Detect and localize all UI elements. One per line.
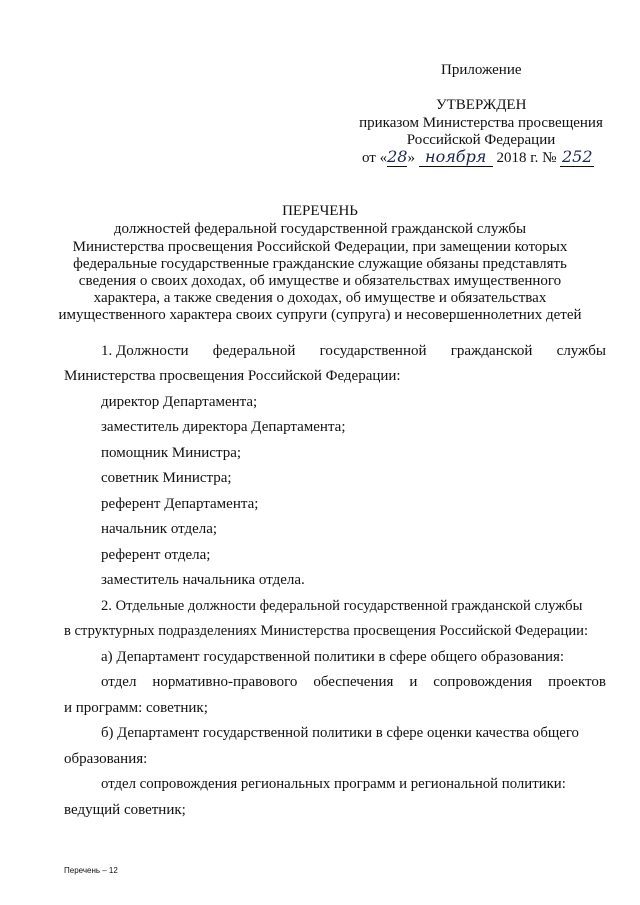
a-word: сопровождения [433, 674, 533, 690]
s1-word: 1. Должности [101, 343, 189, 359]
a-word: и [409, 674, 418, 690]
section2-a-dept-line-2: и программ: советник; [64, 700, 208, 716]
position-item: начальник отдела; [101, 521, 218, 537]
section2-a-dept-line-1 [101, 673, 606, 691]
section2-line-1: 2. Отдельные должности федеральной государственной гражданской службы [101, 598, 583, 614]
position-item: заместитель директора Департамента; [101, 419, 346, 435]
title-line-2: Министерства просвещения Российской Федерации, при замещении которых [72, 239, 568, 255]
appendix-label: Приложение [441, 62, 522, 78]
position-item: советник Министра; [101, 470, 232, 486]
s1-word: государственной [319, 343, 427, 359]
s1-word: федеральной [212, 343, 296, 359]
footer-label: Перечень – 12 [64, 866, 118, 875]
section1-line-1 [101, 342, 606, 360]
order-date-line [362, 148, 594, 167]
title-line-4: сведения о своих доходах, об имуществе и обязательствах имущественного [78, 273, 562, 289]
date-year: 2018 г. № [496, 150, 557, 166]
position-item: референт Департамента; [101, 496, 259, 512]
title-line-1: должностей федеральной государственной гражданской службы [113, 221, 527, 237]
section2-item-a: а) Департамент государственной политики в сфере общего образования: [101, 649, 565, 665]
date-quote-close: » [407, 150, 415, 166]
a-word: отдел [101, 674, 137, 690]
section2-b-dept-line-2: ведущий советник; [64, 802, 186, 818]
section2-b-dept-line-1: отдел сопровождения региональных программ и региональной политики: [101, 776, 566, 792]
date-day-handwritten: 28 [387, 147, 408, 166]
position-item: директор Департамента; [101, 394, 258, 410]
s1-word: службы [556, 343, 606, 359]
order-line-2: Российской Федерации [406, 132, 556, 148]
document-heading: ПЕРЕЧЕНЬ [282, 203, 358, 219]
date-month-handwritten: ноября [419, 148, 493, 167]
s1-word: гражданской [450, 343, 533, 359]
title-line-5: характера, а также сведения о доходах, об имуществе и обязательствах [93, 290, 547, 306]
title-line-3: федеральные государственные гражданские служащие обязаны представлять [73, 256, 567, 272]
section2-item-b-line-1: б) Департамент государственной политики в сфере оценки качества общего [101, 725, 579, 741]
position-item: референт отдела; [101, 547, 211, 563]
title-line-6: имущественного характера своих супруги (супруга) и несовершеннолетних детей [58, 307, 582, 323]
approved-label: УТВЕРЖДЕН [436, 97, 527, 113]
date-prefix: от « [362, 150, 388, 166]
a-word: нормативно-правового [152, 674, 298, 690]
section1-line-2: Министерства просвещения Российской Федерации: [64, 368, 401, 384]
order-line-1: приказом Министерства просвещения [359, 115, 603, 131]
a-word: проектов [548, 674, 606, 690]
section2-item-b-line-2: образования: [64, 751, 148, 767]
position-item: помощник Министра; [101, 445, 242, 461]
position-item: заместитель начальника отдела. [101, 572, 305, 588]
a-word: обеспечения [313, 674, 394, 690]
section2-line-2: в структурных подразделениях Министерства просвещения Российской Федерации: [64, 623, 589, 639]
order-number-handwritten: 252 [561, 147, 593, 166]
